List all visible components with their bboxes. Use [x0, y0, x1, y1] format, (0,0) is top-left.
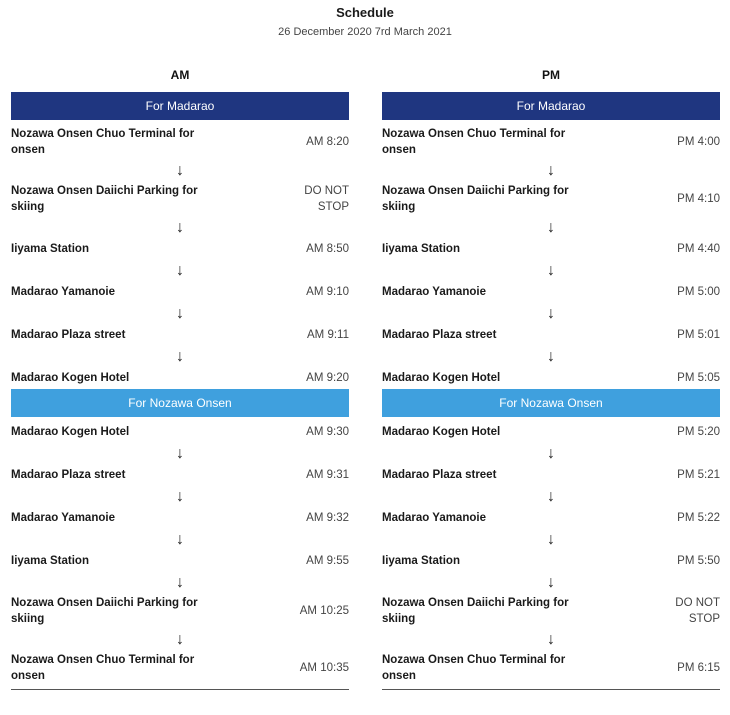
page-title: Schedule: [336, 5, 394, 20]
pm-bottom-divider: [382, 689, 720, 690]
down-arrow-icon: ↓: [547, 445, 555, 462]
stop-row: [11, 367, 349, 389]
down-arrow-icon: ↓: [176, 574, 184, 591]
down-arrow-icon: ↓: [176, 162, 184, 179]
down-arrow-icon: ↓: [547, 574, 555, 591]
stop-row: [382, 464, 720, 486]
down-arrow-icon: ↓: [176, 219, 184, 236]
stop-time: AM 8:50: [306, 243, 349, 255]
stop-row: [11, 421, 349, 443]
stop-time: PM 5:21: [677, 469, 720, 481]
stop-time: AM 9:30: [306, 426, 349, 438]
pm-for-madarao-bar: For Madarao: [382, 92, 720, 120]
down-arrow-icon: ↓: [176, 262, 184, 279]
stop-name: Madarao Plaza street: [11, 469, 126, 481]
stop-time: PM 4:40: [677, 243, 720, 255]
stop-time: PM 5:50: [677, 555, 720, 567]
stop-time: PM 4:10: [677, 193, 720, 205]
pm-nozawa-route: [382, 417, 720, 686]
stop-row: [11, 281, 349, 303]
stop-name: Madarao Kogen Hotel: [382, 372, 501, 384]
stop-name: Nozawa Onsen Daiichi Parking for skiing: [11, 185, 198, 213]
stop-row: [11, 550, 349, 572]
stop-time: AM 10:35: [299, 662, 349, 674]
stop-name: Madarao Yamanoie: [11, 286, 115, 298]
stop-time: PM 5:01: [677, 329, 720, 341]
stop-time: AM 9:10: [306, 286, 349, 298]
stop-time: AM 9:31: [306, 469, 349, 481]
stop-row: [11, 238, 349, 260]
stop-name: Madarao Kogen Hotel: [11, 426, 130, 438]
down-arrow-icon: ↓: [547, 531, 555, 548]
am-bottom-divider: [11, 689, 349, 690]
stop-name: Nozawa Onsen Daiichi Parking for skiing: [11, 597, 198, 625]
down-arrow-icon: ↓: [176, 305, 184, 322]
stop-row: [11, 593, 349, 629]
stop-time: AM 9:55: [306, 555, 349, 567]
date-range: 26 December 2020 7rd March 2021: [278, 26, 452, 38]
stop-row: [11, 124, 349, 160]
am-for-nozawa-bar: For Nozawa Onsen: [11, 389, 349, 417]
down-arrow-icon: ↓: [547, 262, 555, 279]
stop-time: AM 9:20: [306, 372, 349, 384]
pm-heading: PM: [542, 68, 560, 82]
stop-time: PM 5:20: [677, 426, 720, 438]
stop-time: PM 6:15: [677, 662, 720, 674]
stop-row: [11, 464, 349, 486]
pm-column: [382, 66, 720, 690]
stop-name: Iiyama Station: [11, 555, 89, 567]
stop-row: [382, 650, 720, 686]
stop-name: Iiyama Station: [382, 555, 460, 567]
schedule-columns: [11, 66, 720, 690]
stop-name: Madarao Kogen Hotel: [11, 372, 130, 384]
stop-name: Madarao Plaza street: [382, 329, 497, 341]
stop-name: Nozawa Onsen Chuo Terminal for onsen: [11, 128, 195, 156]
stop-time: DO NOT STOP: [304, 185, 349, 213]
stop-time: PM 5:00: [677, 286, 720, 298]
stop-name: Iiyama Station: [382, 243, 460, 255]
stop-name: Nozawa Onsen Daiichi Parking for skiing: [382, 597, 569, 625]
stop-time: PM 4:00: [677, 136, 720, 148]
stop-row: [11, 650, 349, 686]
down-arrow-icon: ↓: [547, 631, 555, 648]
stop-name: Nozawa Onsen Chuo Terminal for onsen: [11, 654, 195, 682]
schedule-header: [0, 0, 730, 40]
am-for-madarao-bar: For Madarao: [11, 92, 349, 120]
stop-row: [382, 324, 720, 346]
pm-madarao-route: [382, 120, 720, 389]
stop-row: [382, 593, 720, 629]
down-arrow-icon: ↓: [547, 305, 555, 322]
stop-time: PM 5:05: [677, 372, 720, 384]
down-arrow-icon: ↓: [547, 162, 555, 179]
stop-name: Madarao Plaza street: [382, 469, 497, 481]
stop-name: Nozawa Onsen Chuo Terminal for onsen: [382, 128, 566, 156]
stop-row: [382, 124, 720, 160]
down-arrow-icon: ↓: [176, 531, 184, 548]
stop-time: AM 8:20: [306, 136, 349, 148]
am-nozawa-route: [11, 417, 349, 686]
stop-row: [382, 367, 720, 389]
stop-row: [11, 181, 349, 217]
down-arrow-icon: ↓: [176, 631, 184, 648]
stop-row: [382, 238, 720, 260]
am-heading: AM: [170, 68, 190, 82]
stop-time: AM 10:25: [299, 605, 349, 617]
am-madarao-route: [11, 120, 349, 389]
stop-row: [382, 281, 720, 303]
down-arrow-icon: ↓: [176, 445, 184, 462]
am-column: [11, 66, 349, 690]
down-arrow-icon: ↓: [547, 219, 555, 236]
stop-row: [382, 421, 720, 443]
stop-name: Madarao Yamanoie: [11, 512, 115, 524]
pm-for-nozawa-bar: For Nozawa Onsen: [382, 389, 720, 417]
stop-name: Nozawa Onsen Daiichi Parking for skiing: [382, 185, 569, 213]
down-arrow-icon: ↓: [547, 488, 555, 505]
down-arrow-icon: ↓: [176, 348, 184, 365]
stop-row: [382, 550, 720, 572]
stop-name: Iiyama Station: [11, 243, 89, 255]
down-arrow-icon: ↓: [176, 488, 184, 505]
stop-name: Nozawa Onsen Chuo Terminal for onsen: [382, 654, 566, 682]
stop-row: [382, 507, 720, 529]
stop-row: [11, 324, 349, 346]
stop-name: Madarao Yamanoie: [382, 286, 486, 298]
down-arrow-icon: ↓: [547, 348, 555, 365]
stop-row: [382, 181, 720, 217]
stop-name: Madarao Kogen Hotel: [382, 426, 501, 438]
stop-row: [11, 507, 349, 529]
stop-time: DO NOT STOP: [675, 597, 720, 625]
stop-name: Madarao Plaza street: [11, 329, 126, 341]
stop-time: AM 9:11: [307, 329, 349, 341]
stop-time: PM 5:22: [677, 512, 720, 524]
stop-time: AM 9:32: [306, 512, 349, 524]
stop-name: Madarao Yamanoie: [382, 512, 486, 524]
